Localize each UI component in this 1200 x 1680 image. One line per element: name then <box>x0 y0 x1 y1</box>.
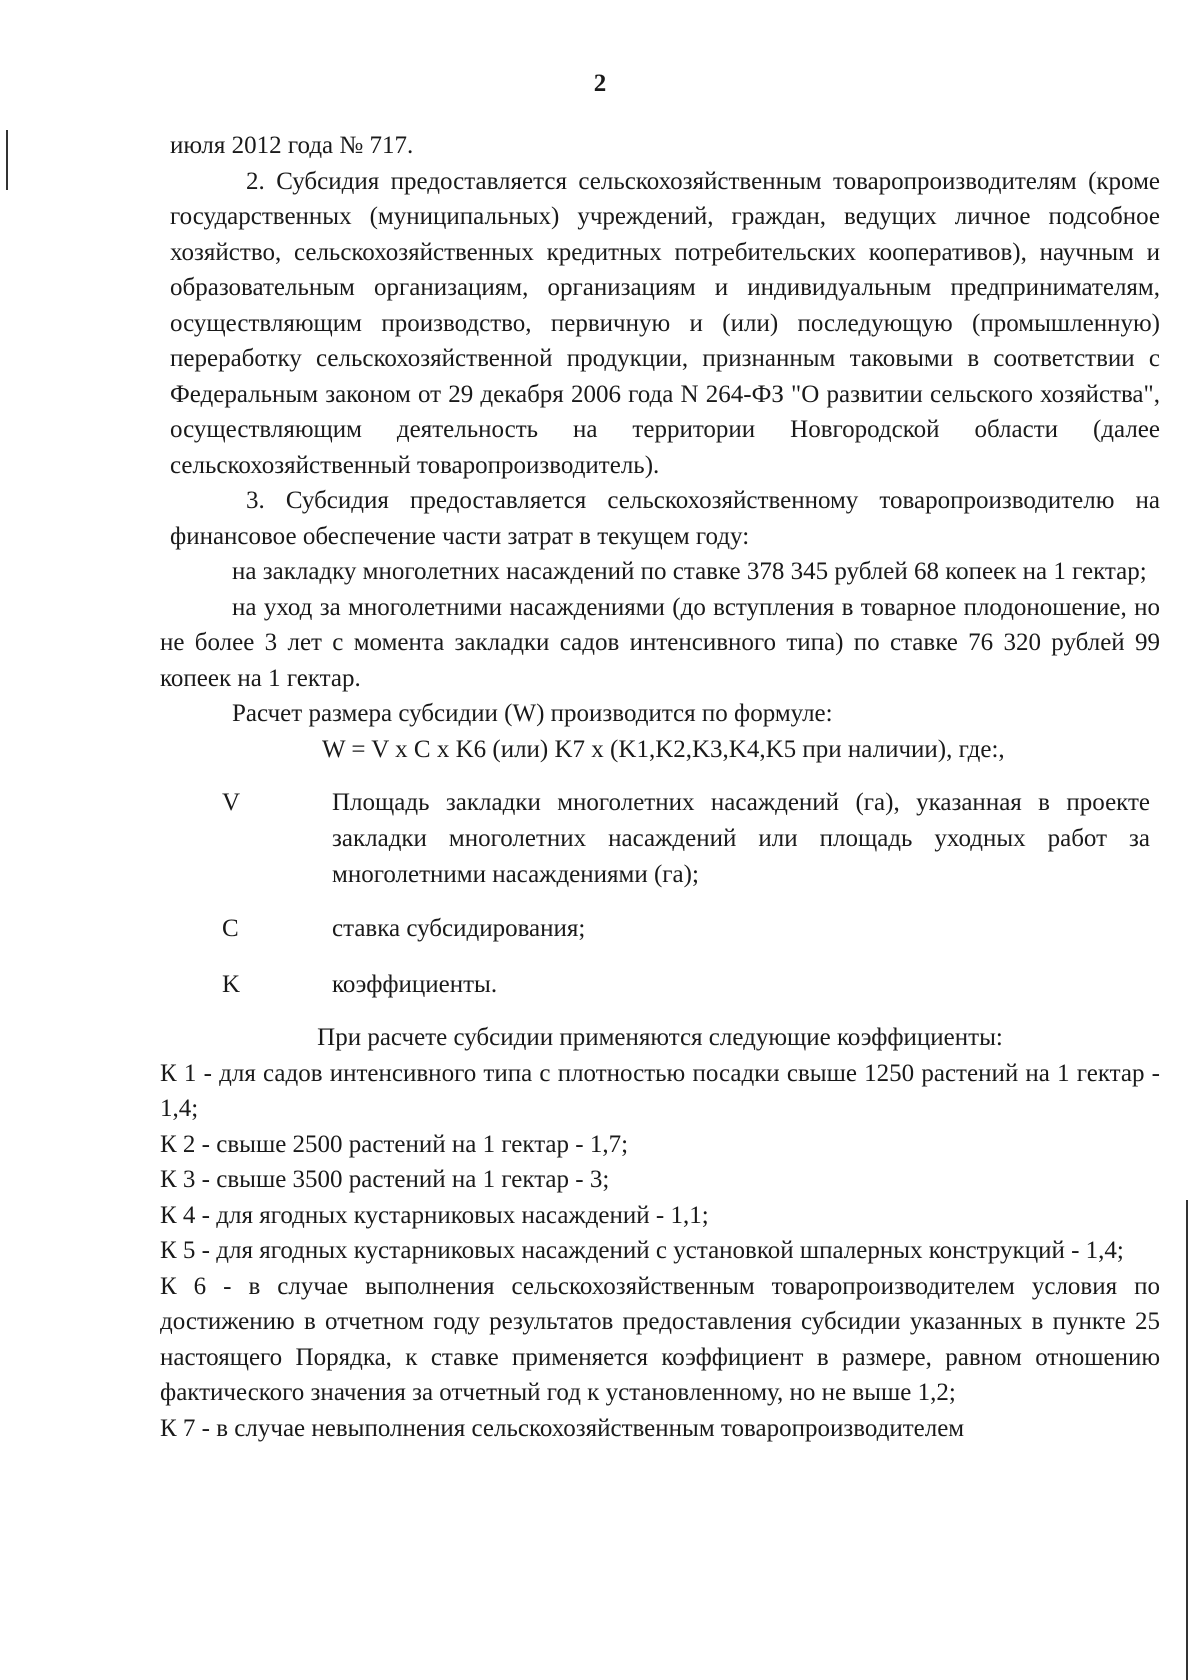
paragraph-formula-intro: Расчет размера субсидии (W) производится по формуле: <box>232 700 833 727</box>
definition-v <box>170 785 1160 893</box>
paragraph-continuation: июля 2012 года № 717. <box>170 132 414 159</box>
definition-text: Площадь закладки многолетних насаждений (га), указанная в проекте закладки многолетних насаждений или площадь уходных работ за многолетними насаждениями (га); <box>332 789 1150 888</box>
definition-symbol: K <box>222 970 241 998</box>
page-number: 2 <box>593 70 607 97</box>
definition-symbol: V <box>222 789 241 816</box>
definition-symbol: C <box>222 915 239 942</box>
coefficient-k3: К 3 - свыше 3500 растений на 1 гектар - 3; <box>160 1166 610 1193</box>
definition-c <box>170 911 1160 947</box>
scan-edge-mark <box>1186 1200 1188 1680</box>
coefficients-section <box>160 1020 1160 1446</box>
subsidy-formula: W = V x C x K6 (или) K7 x (K1,K2,K3,K4,K5 при наличии), где:, <box>322 735 1005 763</box>
document-body <box>160 128 1160 1446</box>
coefficient-k2: К 2 - свыше 2500 растений на 1 гектар - 1,7; <box>160 1130 629 1158</box>
paragraph-item-2: 2. Субсидия предоставляется сельскохозяйственным товаропроизводителям (кроме государственных (муниципальных) учреждений, граждан, ведущих личное подсобное хозяйство, сельскохозяйственных кредитных потребительских кооперативов), научным и образовательным организациям, организациям и индивидуальным предпринимателям, осуществляющим производство, первичную и (или) последующую (промышленную) переработку сельскохозяйственной продукции, признанным таковыми в соответствии с Федеральным законом от 29 декабря 2006 года N 264-ФЗ "О развитии сельского хозяйства", осуществляющим деятельность на территории Новгородской области (далее сельскохозяйственный товаропроизводитель). <box>170 167 1160 479</box>
definition-text: коэффициенты. <box>332 970 498 998</box>
paragraph-item-3: 3. Субсидия предоставляется сельскохозяйственному товаропроизводителю на финансовое обеспечение части затрат в текущем году: <box>170 487 1160 550</box>
definition-text: ставка субсидирования; <box>332 915 586 942</box>
coefficient-k6: К 6 - в случае выполнения сельскохозяйственным товаропроизводителем условия по достижению в отчетном году результатов предоставления субсидии указанных в пункте 25 настоящего Порядка, к ставке применяется коэффициент в размере, равном отношению фактического значения за отчетный год к установленному, но не выше 1,2; <box>160 1272 1160 1406</box>
paragraph-care-rate: на уход за многолетними насаждениями (до вступления в товарное плодоношение, но не более 3 лет с момента закладки садов интенсивного типа) по ставке 76 320 рублей 99 копеек на 1 гектар. <box>160 593 1160 692</box>
coefficient-k1: К 1 - для садов интенсивного типа с плотностью посадки свыше 1250 растений на 1 гектар - 1,4; <box>160 1059 1160 1122</box>
coefficient-k5: К 5 - для ягодных кустарниковых насаждений с установкой шпалерных конструкций - 1,4; <box>160 1237 1124 1264</box>
coefficient-k7: К 7 - в случае невыполнения сельскохозяйственным товаропроизводителем <box>160 1414 965 1442</box>
definition-k <box>170 967 1160 1003</box>
coefficient-k4: К 4 - для ягодных кустарниковых насаждений - 1,1; <box>160 1201 709 1229</box>
paragraph-planting-rate: на закладку многолетних насаждений по ставке 378 345 рублей 68 копеек на 1 гектар; <box>232 558 1147 585</box>
coefficients-intro: При расчете субсидии применяются следующие коэффициенты: <box>317 1024 1003 1051</box>
scan-edge-mark <box>6 130 8 190</box>
